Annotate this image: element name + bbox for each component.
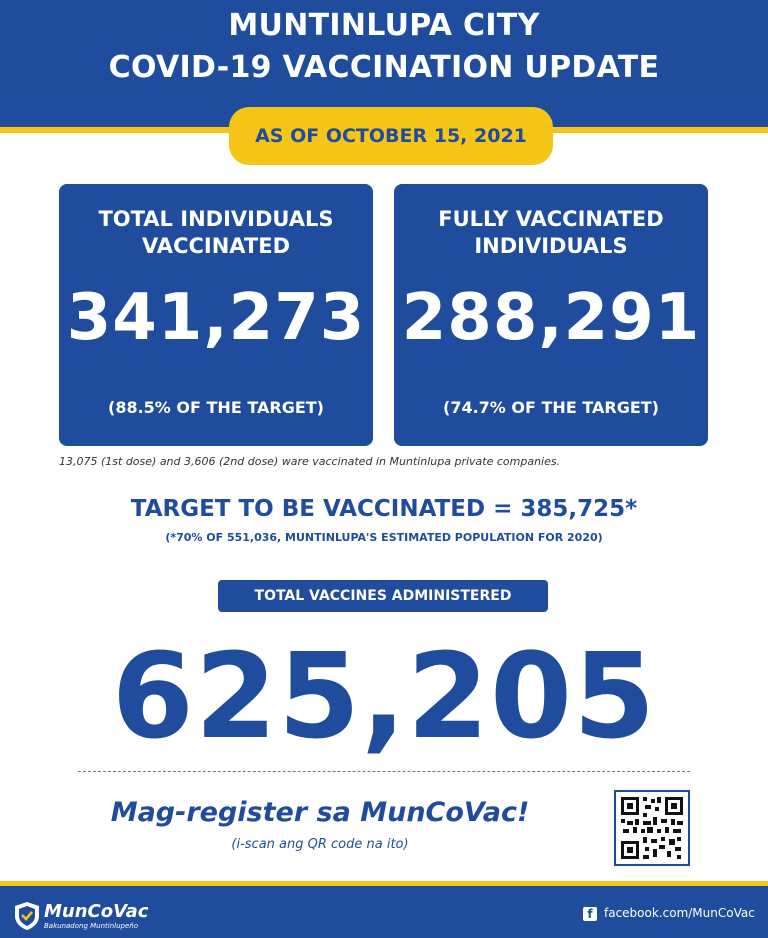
title-line-2: COVID-19 VACCINATION UPDATE: [108, 50, 660, 85]
dashed-divider: [78, 771, 690, 772]
date-badge: AS OF OCTOBER 15, 2021: [229, 107, 553, 165]
card-percent: (88.5% OF THE TARGET): [108, 398, 324, 417]
card-title-line-1: TOTAL INDIVIDUALS: [98, 207, 334, 231]
card-value: 288,291: [401, 281, 701, 355]
target-heading: TARGET TO BE VACCINATED = 385,725*: [130, 496, 638, 522]
total-vaccines-value: 625,205: [111, 627, 657, 765]
muncovac-logo[interactable]: [14, 899, 154, 933]
target-footnote: (*70% OF 551,036, MUNTINLUPA'S ESTIMATED POPULATION FOR 2020): [165, 531, 603, 544]
qr-code[interactable]: [614, 790, 690, 866]
private-companies-note: 13,075 (1st dose) and 3,606 (2nd dose) ware vaccinated in Muntinlupa private companies.: [59, 455, 561, 468]
facebook-link[interactable]: facebook.com/MunCoVac: [604, 906, 755, 920]
card-value: 341,273: [66, 281, 366, 355]
shield-icon: [14, 901, 40, 931]
card-percent: (74.7% OF THE TARGET): [443, 398, 659, 417]
card-title-line-2: INDIVIDUALS: [474, 234, 628, 258]
register-headline: Mag-register sa MunCoVac!: [110, 797, 530, 828]
register-instruction: (i-scan ang QR code na ito): [231, 837, 409, 852]
logo-tagline: Bakunadong Muntinlupeño: [44, 922, 139, 930]
card-title: [59, 206, 373, 260]
title-line-1: MUNTINLUPA CITY: [228, 8, 540, 43]
card-title: [394, 206, 708, 260]
facebook-icon[interactable]: f: [583, 907, 597, 921]
total-vaccines-label: TOTAL VACCINES ADMINISTERED: [218, 580, 548, 612]
card-title-line-1: FULLY VACCINATED: [438, 207, 664, 231]
qr-code-icon: [619, 795, 685, 861]
logo-text: MunCoVac: [44, 901, 149, 922]
footer-bar: [0, 881, 768, 938]
fully-vaccinated-card: [394, 184, 708, 446]
total-vaccinated-card: [59, 184, 373, 446]
card-title-line-2: VACCINATED: [141, 234, 290, 258]
